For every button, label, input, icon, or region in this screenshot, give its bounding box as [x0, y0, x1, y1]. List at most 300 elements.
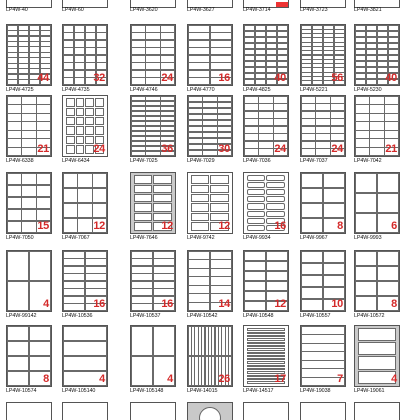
sheet-preview [300, 95, 346, 157]
count-fragment [276, 2, 288, 7]
sheet-preview [62, 250, 108, 312]
label-sheet-tile[interactable] [130, 250, 176, 322]
label-cell [76, 98, 85, 106]
label-cell [21, 221, 36, 234]
label-cell [63, 341, 108, 357]
sheet-code: LP4W-14015 [187, 388, 218, 394]
label-count: 24 [331, 143, 343, 155]
label-sheet-tile[interactable] [6, 250, 52, 322]
sheet-preview [243, 24, 289, 86]
sheet-preview [130, 250, 176, 312]
sheet-preview [243, 95, 289, 157]
label-cell [66, 145, 75, 153]
label-cell [247, 352, 285, 354]
label-cell [7, 356, 30, 372]
label-cell [247, 365, 285, 367]
label-cell [85, 108, 94, 116]
sheet-preview [187, 250, 233, 312]
label-cell [63, 326, 108, 342]
label-sheet-tile[interactable] [187, 325, 233, 397]
label-count: 14 [218, 298, 230, 310]
label-cell [247, 342, 285, 344]
label-cell [134, 194, 152, 202]
sheet-preview [354, 172, 400, 234]
sheet-fragment [187, 402, 233, 420]
label-sheet-tile[interactable] [187, 250, 233, 322]
label-cell [131, 151, 146, 157]
label-count: 24 [274, 143, 286, 155]
sheet-code: LP4W-4770 [187, 87, 215, 93]
label-cell [7, 185, 22, 198]
label-sheet-tile[interactable] [187, 172, 233, 244]
sheet-code: LP4W-10537 [130, 313, 161, 319]
label-cell [95, 98, 104, 106]
label-cell [247, 225, 265, 231]
label-sheet-tile[interactable] [6, 172, 52, 244]
label-sheet-tile[interactable] [300, 250, 346, 322]
sheet-code: LP4W-10548 [243, 313, 274, 319]
sheet-preview [6, 325, 52, 387]
label-count: 26 [218, 373, 230, 385]
label-cell [188, 77, 211, 85]
label-cell [63, 303, 86, 311]
sheet-code: LP4W-3821 [354, 7, 382, 13]
label-cell [21, 173, 36, 186]
sheet-code: LP4W-3723 [300, 7, 328, 13]
label-count: 8 [337, 220, 343, 232]
label-count: 4 [167, 373, 173, 385]
label-cell [210, 203, 228, 211]
label-count: 56 [331, 72, 343, 84]
label-count: 10 [331, 298, 343, 310]
sheet-preview [187, 95, 233, 157]
label-cell [191, 194, 209, 202]
label-cell [76, 145, 85, 153]
label-count: 16 [274, 220, 286, 232]
label-cell [323, 203, 346, 219]
label-cell [377, 266, 400, 282]
label-cell [323, 275, 346, 288]
label-cell [63, 173, 78, 189]
label-cell [191, 203, 209, 211]
label-cell [247, 348, 285, 350]
label-cell [153, 194, 171, 202]
label-sheet-tile[interactable] [62, 24, 108, 96]
label-cell [247, 368, 285, 370]
label-cell [358, 342, 396, 355]
label-cell [92, 173, 107, 189]
sheet-code: LP4W-10557 [300, 313, 331, 319]
sheet-preview [130, 325, 176, 387]
label-cell [18, 79, 30, 85]
label-cell [247, 328, 285, 330]
label-sheet-tile[interactable] [62, 250, 108, 322]
label-cell [7, 281, 30, 312]
label-cell [145, 151, 160, 157]
label-cell [145, 77, 160, 85]
sheet-code: LP4W-3714 [243, 7, 271, 13]
label-sheet-tile[interactable] [300, 172, 346, 244]
sheet-preview [300, 172, 346, 234]
label-cell [95, 126, 104, 134]
label-cell [266, 189, 284, 195]
label-count: 16 [218, 72, 230, 84]
label-sheet-tile[interactable] [130, 24, 176, 96]
label-sheet-tile[interactable] [354, 325, 400, 397]
label-cell [355, 147, 370, 156]
label-cell [247, 196, 265, 202]
label-cell [29, 341, 52, 357]
label-cell [76, 117, 85, 125]
label-sheet-tile[interactable] [354, 24, 400, 96]
label-cell [301, 299, 324, 312]
sheet-preview [354, 95, 400, 157]
label-cell [210, 194, 228, 202]
label-cell [202, 150, 217, 157]
label-sheet-tile[interactable] [300, 24, 346, 96]
sheet-code: LP4W-9934 [243, 235, 271, 241]
sheet-code: LP4W-3627 [187, 7, 215, 13]
label-cell [95, 117, 104, 125]
label-sheet-tile[interactable] [354, 250, 400, 322]
sheet-code: LP4W-7050 [6, 235, 34, 241]
label-sheet-tile[interactable] [62, 325, 108, 397]
label-cell [247, 189, 265, 195]
label-cell [77, 218, 92, 234]
label-cell [355, 79, 367, 86]
sheet-code: LP4W-60 [62, 7, 84, 13]
sheet-code: LP4W-4735 [62, 87, 90, 93]
label-sheet-tile[interactable] [62, 95, 108, 167]
sheet-code: LP4W-7036 [243, 158, 271, 164]
sheet-code: LP4W-19038 [300, 388, 331, 394]
sheet-code: LP4W-9993 [354, 235, 382, 241]
label-cell [355, 266, 378, 282]
label-cell [7, 251, 30, 282]
label-cell [247, 355, 285, 357]
label-count: 30 [218, 143, 230, 155]
label-cell [247, 332, 285, 334]
label-count: 21 [37, 143, 49, 155]
sheet-code: LP4W-105140 [62, 388, 96, 394]
label-sheet-tile[interactable] [354, 172, 400, 244]
label-count: 4 [43, 298, 49, 310]
sheet-preview [187, 24, 233, 86]
label-count: 4 [391, 373, 397, 385]
label-cell [355, 296, 378, 312]
sheet-code: LP4W-4825 [243, 87, 271, 93]
label-cell [247, 203, 265, 209]
sheet-code: LP4W-7037 [300, 158, 328, 164]
label-cell [7, 341, 30, 357]
label-cell [228, 326, 232, 357]
label-cell [191, 185, 209, 193]
label-count: 16 [93, 298, 105, 310]
label-cell [301, 203, 324, 219]
label-cell [76, 108, 85, 116]
label-sheet-tile[interactable] [243, 95, 289, 167]
label-cell [21, 147, 36, 156]
label-cell [266, 211, 284, 217]
label-cell [188, 302, 211, 311]
label-cell [63, 188, 78, 204]
label-cell [29, 326, 52, 342]
sheet-code: LP4W-9742 [187, 235, 215, 241]
label-cell [377, 251, 400, 267]
sheet-fragment [300, 402, 346, 420]
label-cell [134, 203, 152, 211]
label-cell [7, 371, 30, 387]
sheet-code: LP4W-3620 [130, 7, 158, 13]
label-cell [66, 98, 75, 106]
label-sheet-tile[interactable] [300, 95, 346, 167]
label-cell [301, 275, 324, 288]
label-count: 12 [161, 220, 173, 232]
label-cell [247, 361, 285, 363]
label-cell [301, 188, 324, 204]
label-cell [266, 196, 284, 202]
label-cell [134, 213, 152, 221]
sheet-preview [6, 24, 52, 86]
label-cell [244, 301, 267, 312]
label-cell [355, 173, 378, 194]
sheet-preview [62, 24, 108, 86]
label-count: 12 [274, 298, 286, 310]
label-cell [301, 218, 324, 234]
label-cell [66, 126, 75, 134]
label-cell [85, 117, 94, 125]
label-cell [36, 197, 51, 210]
label-count: 8 [43, 373, 49, 385]
label-cell [358, 356, 396, 369]
label-cell [85, 126, 94, 134]
label-sheet-tile[interactable] [300, 325, 346, 397]
label-cell [247, 345, 285, 347]
sheet-preview [62, 325, 108, 387]
label-cell [301, 251, 324, 264]
label-count: 21 [385, 143, 397, 155]
label-cell [191, 175, 209, 183]
label-cell [247, 182, 265, 188]
sheet-fragment [243, 402, 289, 420]
label-cell [77, 203, 92, 219]
sheet-code: LP4W-99142 [6, 313, 37, 319]
sheet-code: LP4W-5230 [354, 87, 382, 93]
label-cell [355, 251, 378, 267]
label-cell [74, 77, 86, 85]
sheet-code: LP4W-9967 [300, 235, 328, 241]
label-sheet-tile[interactable] [243, 325, 289, 397]
sheet-fragment [62, 402, 108, 420]
label-cell [29, 251, 52, 282]
label-sheet-tile[interactable] [243, 250, 289, 322]
label-count: 12 [218, 220, 230, 232]
label-count: 24 [93, 143, 105, 155]
label-count: 40 [385, 72, 397, 84]
label-cell [358, 328, 396, 341]
label-cell [76, 136, 85, 144]
label-cell [323, 188, 346, 204]
label-cell [369, 147, 384, 156]
sheet-code: LP4W-4746 [130, 87, 158, 93]
label-cell [355, 213, 378, 234]
label-cell [21, 209, 36, 222]
label-cell [134, 175, 152, 183]
sheet-code: LP4W-10574 [6, 388, 37, 394]
label-cell [7, 221, 22, 234]
label-cell [7, 209, 22, 222]
label-cell [21, 197, 36, 210]
label-cell [7, 197, 22, 210]
label-count: 44 [37, 72, 49, 84]
sheet-preview [300, 24, 346, 86]
label-cell [312, 80, 324, 85]
sheet-preview [243, 250, 289, 312]
label-cell [210, 185, 228, 193]
label-cell [66, 136, 75, 144]
sheet-code: LP4W-19061 [354, 388, 385, 394]
label-cell [188, 150, 203, 157]
label-cell [95, 108, 104, 116]
sheet-preview [6, 95, 52, 157]
sheet-code: LP4W-6338 [6, 158, 34, 164]
label-cell [131, 356, 154, 387]
label-cell [301, 263, 324, 276]
sheet-preview [6, 250, 52, 312]
label-sheet-tile[interactable] [130, 325, 176, 397]
label-cell [247, 211, 265, 217]
label-sheet-tile[interactable] [187, 95, 233, 167]
label-cell [315, 148, 330, 156]
label-cell [266, 175, 284, 181]
label-cell [134, 185, 152, 193]
label-cell [85, 98, 94, 106]
sheet-preview [300, 325, 346, 387]
sheet-preview [62, 172, 108, 234]
label-cell [77, 188, 92, 204]
sheet-code: LP4W-105148 [130, 388, 164, 394]
sheet-code: LP4W-4725 [6, 87, 34, 93]
sheet-code: LP4W-10536 [62, 313, 93, 319]
sheet-preview [187, 325, 233, 387]
label-count: 36 [161, 143, 173, 155]
label-sheet-tile[interactable] [243, 172, 289, 244]
label-count: 40 [274, 72, 286, 84]
sheet-code: LP4W-40 [6, 7, 28, 13]
sheet-preview [6, 172, 52, 234]
label-cell [323, 173, 346, 189]
sheet-preview [130, 24, 176, 86]
label-cell [131, 77, 146, 85]
label-cell [66, 117, 75, 125]
label-count: 7 [337, 373, 343, 385]
label-cell [7, 173, 22, 186]
sheet-fragment [6, 402, 52, 420]
label-sheet-tile[interactable] [130, 172, 176, 244]
label-count: 24 [161, 72, 173, 84]
label-cell [63, 77, 75, 85]
label-cell [36, 173, 51, 186]
label-sheet-tile[interactable] [62, 172, 108, 244]
label-count: 4 [99, 373, 105, 385]
label-sheet-tile[interactable] [6, 95, 52, 167]
label-cell [301, 148, 316, 156]
label-cell [301, 80, 313, 85]
label-count: 32 [93, 72, 105, 84]
label-cell [131, 326, 154, 357]
label-cell [76, 126, 85, 134]
label-cell [134, 222, 152, 230]
label-cell [244, 148, 259, 156]
sheet-code: LP4W-14517 [243, 388, 274, 394]
label-cell [92, 188, 107, 204]
label-cell [247, 175, 265, 181]
label-cell [258, 148, 273, 156]
label-cell [301, 173, 324, 189]
label-cell [366, 79, 378, 86]
label-cell [247, 358, 285, 360]
label-cell [63, 356, 108, 372]
label-cell [153, 326, 176, 357]
label-sheet-tile[interactable] [354, 95, 400, 167]
sheet-preview [187, 172, 233, 234]
label-sheet-tile[interactable] [187, 24, 233, 96]
label-count: 16 [161, 298, 173, 310]
label-cell [92, 203, 107, 219]
label-cell [7, 79, 19, 85]
label-count: 6 [391, 220, 397, 232]
sheet-code: LP4W-6434 [62, 158, 90, 164]
sheet-preview [243, 172, 289, 234]
label-sheet-tile[interactable] [243, 24, 289, 96]
label-cell [21, 185, 36, 198]
label-cell [244, 79, 256, 86]
label-cell [377, 173, 400, 194]
sheet-preview [354, 325, 400, 387]
label-cell [266, 182, 284, 188]
label-cell [355, 193, 378, 214]
label-count: 15 [37, 220, 49, 232]
label-cell [323, 263, 346, 276]
sheet-preview [243, 325, 289, 387]
label-cell [323, 251, 346, 264]
label-cell [7, 326, 30, 342]
label-cell [29, 356, 52, 372]
sheet-code: LP4W-10542 [187, 313, 218, 319]
label-sheet-tile[interactable] [130, 95, 176, 167]
label-cell [247, 218, 265, 224]
label-cell [131, 303, 154, 311]
sheet-preview [130, 95, 176, 157]
label-cell [77, 173, 92, 189]
sheet-fragment [130, 402, 176, 420]
label-cell [377, 193, 400, 214]
sheet-preview [300, 250, 346, 312]
label-sheet-tile[interactable] [6, 24, 52, 96]
label-cell [191, 222, 209, 230]
label-cell [255, 79, 267, 86]
label-count: 8 [391, 298, 397, 310]
sheet-preview [354, 24, 400, 86]
label-cell [301, 287, 324, 300]
label-cell [63, 218, 78, 234]
label-sheet-tile[interactable] [6, 325, 52, 397]
label-cell [355, 281, 378, 297]
sheet-preview [62, 95, 108, 157]
label-cell [247, 338, 285, 340]
label-cell [63, 203, 78, 219]
sheet-code: LP4W-7025 [130, 158, 158, 164]
